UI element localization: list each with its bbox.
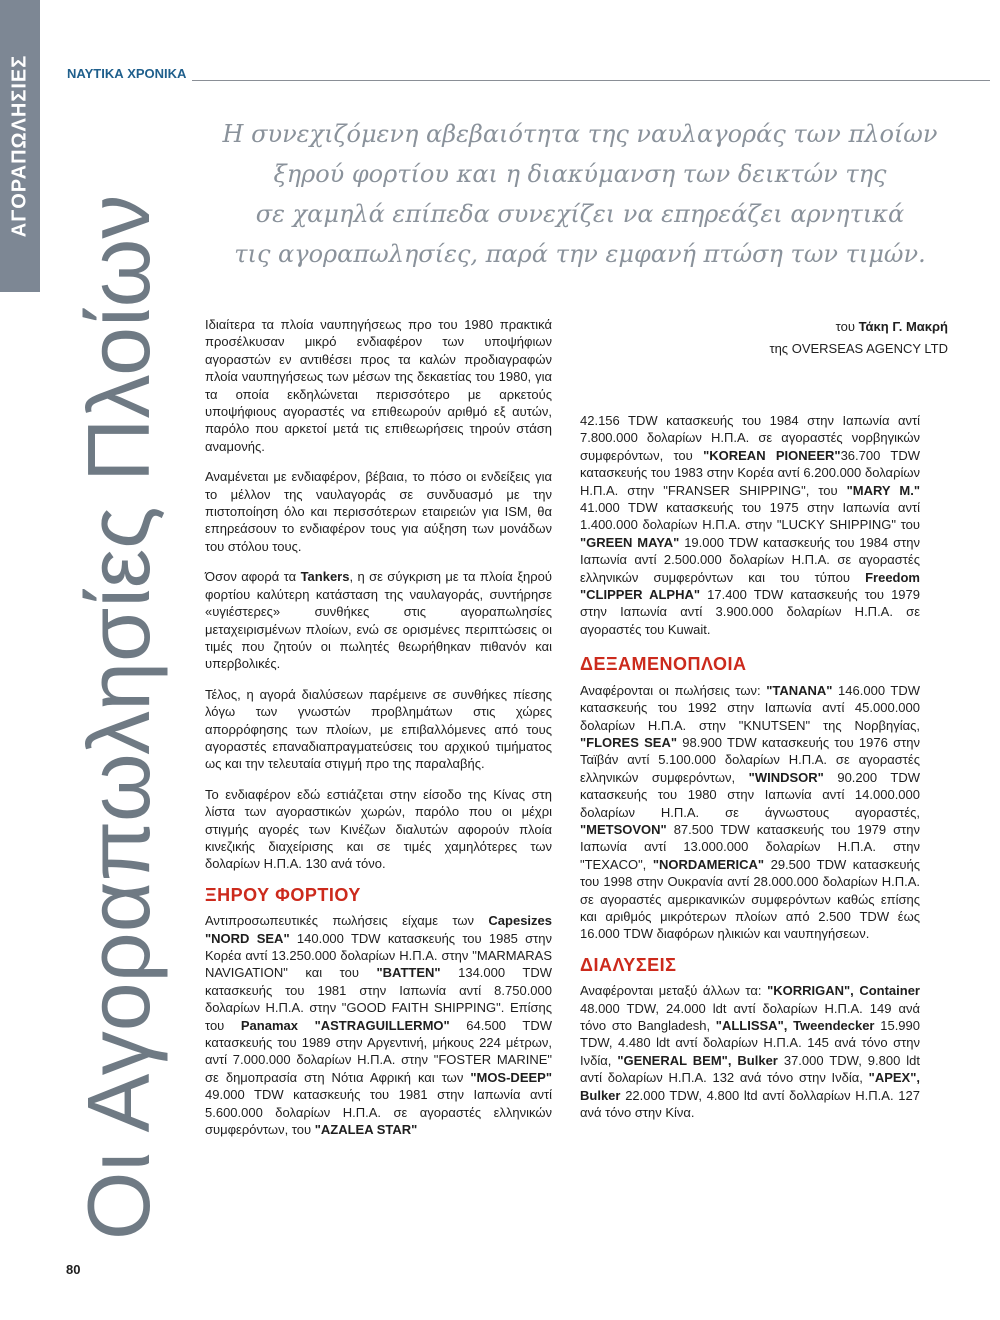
header-rule <box>192 80 990 81</box>
article-title: Οι Αγοραπωλησίες Πλοίων <box>69 194 168 1240</box>
lede <box>215 114 945 274</box>
column-1 <box>205 316 552 1151</box>
section-heading-dry-cargo: ΞΗΡΟΥ ΦΟΡΤΙΟΥ <box>205 884 361 905</box>
article-title-wrap <box>69 194 168 1240</box>
paragraph: Όσον αφορά τα Tankers, η σε σύγκριση με τα πλοία ξηρού φορτίου καλύτερη κατάσταση της ναυλαγοράς, συντήρησε «υγιέστερες» συνθήκες στις αγοραπωλησίες μεταχειρισμένων πλοίων, ενώ σε ορισμένες περιπτώσεις οι τιμές που ζητούν οι πωλητές θεωρήθηκαν πιθανόν και υπερβολικές. <box>205 569 552 672</box>
paragraph: Ιδιαίτερα τα πλοία ναυπηγήσεως προ του 1980 πρακτικά προσέλκυσαν μικρό ενδιαφέρον των υποψήφιων αγοραστών εν αντιθέσει προς τα καλών προδιαγραφών πλοία ναυπηγήσεως των μέσων της δεκαετίας του 1980, για τα οποία εκδηλώνεται περισσότερο με αρκετούς υποψήφιους αγοραστές να επιθεωρούν αριθμό εξ αυτών, παρόλο που αρκετοί μετά τις επιθεωρήσεις τηρούν στάση αναμονής. <box>205 317 552 454</box>
lede-line: τις αγοραπωλησίες, παρά την εμφανή πτώση των τιμών. <box>234 240 926 268</box>
paragraph-scrapping: Αναφέρονται μεταξύ άλλων τα: "KORRIGAN", Container 48.000 TDW, 24.000 ldt αντί δολαρίων Η.Π.Α. 149 ανά τόνο στο Bangladesh, "ALLISSA", Tweendecker 15.990 TDW, 4.480 ldt αντί δολαρίων Η.Π.Α. 145 ανά τόνο στην Ινδία, "GENERAL BEM", Bulker 37.000 TDW, 9.800 ldt αντί δολαρίων Η.Π.Α. 132 ανά τόνο στην Ινδία, "APEX", Bulker 22.000 TDW, 4.800 ltd αντί δολλαρίων Η.Π.Α. 127 ανά τόνο στην Κίνα. <box>580 983 920 1121</box>
byline-company: OVERSEAS AGENCY LTD <box>791 341 948 356</box>
lede-line: Η συνεχιζόμενη αβεβαιότητα της ναυλαγοράς των πλοίων <box>222 120 938 148</box>
paragraph-tankers: Αναφέρονται οι πωλήσεις των: "TANANA" 146.000 TDW κατασκευής του 1992 στην Ιαπωνία αντί 45.000.000 δολαρίων Η.Π.Α. στην "KNUTSEN" της Νορβηγίας, "FLORES SEA" 98.900 TDW κατασκευής του 1976 στην Ταϊβάν αντί 5.100.000 δολαρίων Η.Π.Α. σε αγοραστές ελληνικών συμφερόντων, "WINDSOR" 90.200 TDW κατασκευής του 1980 στην Ιαπωνία αντί 14.000.000 δολαρίων Η.Π.Α. σε άγνωστους αγοραστές, "METSOVON" 87.500 TDW κατασκευής του 1979 στην Ιαπωνία αντί 13.000.000 δολαρίων Η.Π.Α. στην "TEXACO", "NORDAMERICA" 29.500 TDW κατασκευής του 1998 στην Ουκρανία αντί 28.000.000 δολαρίων Η.Π.Α. σε αγοραστές αμερικανικών συμφερόντων καθώς επίσης και αριθμός μικρότερων πλοίων από 2.500 TDW έως 16.000 TDW διαφόρων ηλικιών και ναυπηγήσεων. <box>580 682 920 942</box>
paragraph: Τέλος, η αγορά διαλύσεων παρέμεινε σε συνθήκες πίεσης λόγω των γνωστών προβλημάτων στις χώρες απορρόφησης των πλοίων, με επιβαλλόμενες από τους αγοραστές επαναδιαπραγματεύσεις του αρχικού τιμήματος ως και την τελευταία στιγμή προ της παραλαβής. <box>205 686 552 772</box>
lede-line: ξηρού φορτίου και η διακύμανση των δεικτών της <box>273 160 887 188</box>
paragraph: Αναμένεται με ενδιαφέρον, βέβαια, το πόσο οι ενδείξεις για το μέλλον της ναυλαγοράς σε συνδυασμό με την πιστοποίηση όλο και περισσότερων εταιρειών για ISM, θα επηρεάσουν το ενδιαφέρον τους για αύξηση των μονάδων του στόλου τους. <box>205 469 552 554</box>
byline <box>769 316 948 360</box>
byline-prefix: του <box>835 319 855 334</box>
section-tab-label: ΑΓΟΡΑΠΩΛΗΣΙΕΣ <box>8 54 31 238</box>
publication-name: ΝΑΥΤΙΚΑ ΧΡΟΝΙΚΑ <box>67 66 187 81</box>
byline-author: Τάκη Γ. Μακρή <box>858 319 948 334</box>
page-number: 80 <box>66 1262 81 1277</box>
section-heading-tankers: ΔΕΞΑΜΕΝΟΠΛΟΙΑ <box>580 654 747 675</box>
column-2 <box>580 412 920 1134</box>
paragraph: Το ενδιαφέρον εδώ εστιάζεται στην είσοδο της Κίνας στη λίστα των αγοραστικών χωρών, παρόλο που οι μέχρι στιγμής αγορές των Κινέζων διαλυτών αφορούν πλοία κινεζικής διαχείρισης και σε τιμές χαμηλότερες των δολαρίων Η.Π.Α. 130 ανά τόνο. <box>205 786 552 872</box>
section-tab <box>0 0 40 292</box>
section-heading-scrapping: ΔΙΑΛΥΣΕΙΣ <box>580 954 677 975</box>
lede-line: σε χαμηλά επίπεδα συνεχίζει να επηρεάζει αρνητικά <box>255 200 905 228</box>
paragraph-dry-cargo-cont: 42.156 TDW κατασκευής του 1984 στην Ιαπωνία αντί 7.800.000 δολαρίων Η.Π.Α. σε αγοραστές νορβηγικών συμφερόντων, του "KOREAN PIONEER"36.700 TDW κατασκευής του 1983 στην Κορέα αντί 6.200.000 δολαρίων Η.Π.Α. στην "FRANSER SHIPPING", του "MARY M." 41.000 TDW κατασκευής του 1975 στην Ιαπωνία αντί 1.400.000 δολαρίων Η.Π.Α. στην "LUCKY SHIPPING" του "GREEN MAYA" 19.000 TDW κατασκευής του 1984 στην Ιαπωνία αντί 2.500.000 δολαρίων Η.Π.Α. σε αγοραστές ελληνικών συμφερόντων και του τύπου Freedom "CLIPPER ALPHA" 17.400 TDW κατασκευής του 1979 στην Ιαπωνία αντί 3.900.000 δολαρίων Η.Π.Α. σε αγοραστές του Kuwait. <box>580 413 920 637</box>
byline-company-prefix: της <box>769 341 789 356</box>
paragraph-dry-cargo: Αντιπροσωπευτικές πωλήσεις είχαμε των Capesizes "NORD SEA" 140.000 TDW κατασκευής του 1985 στην Κορέα αντί 13.250.000 δολαρίων Η.Π.Α. στην "MARMARAS NAVIGATION" και του "BATTEN" 134.000 TDW κατασκευής του 1981 στην Ιαπωνία αντί 8.750.000 δολαρίων Η.Π.Α. στην "GOOD FAITH SHIPPING". Επίσης του Panamax "ASTRAGUILLERMO" 64.500 TDW κατασκευής του 1989 στην Αργεντινή, μήκους 224 μέτρων, αντί 7.000.000 δολαρίων Η.Π.Α. στην "FOSTER MARINE" σε δημοπρασία στη Νότια Αφρική και των "MOS-DEEP" 49.000 TDW κατασκευής του 1981 στην Ιαπωνία αντί 5.600.000 δολαρίων Η.Π.Α. σε αγοραστές ελληνικών συμφερόντων, του "AZALEA STAR" <box>205 913 553 1138</box>
